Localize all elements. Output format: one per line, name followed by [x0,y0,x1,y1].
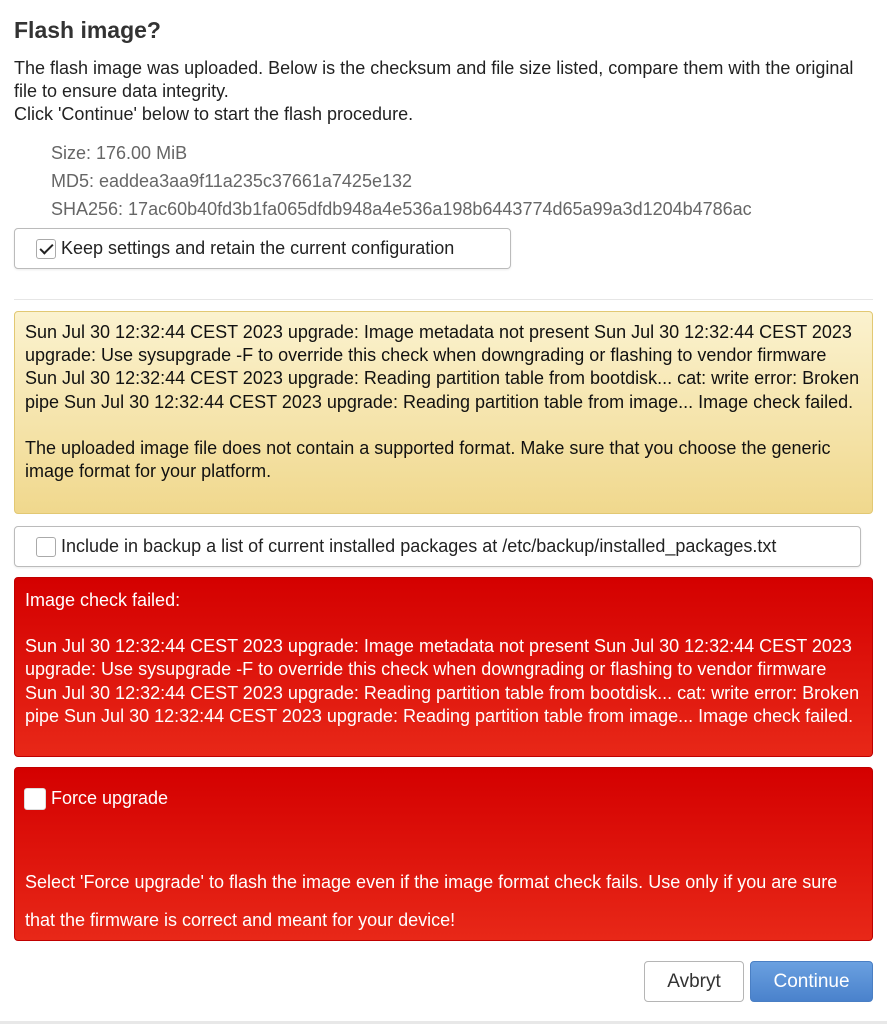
force-upgrade-checkbox[interactable] [24,788,46,810]
force-upgrade-option[interactable] [24,787,168,810]
error-heading: Image check failed: [25,590,181,610]
warning-log: Sun Jul 30 12:32:44 CEST 2023 upgrade: Image metadata not present Sun Jul 30 12:32:44 CEST 2023 upgrade: Use sysupgrade -F to override this check when downgrading or flashing to vendor firmware Sun Jul 30 12:32:44 CEST 2023 upgrade: Reading partition table from bootdisk... cat: write error: Broken pipe Sun Jul 30 12:32:44 CEST 2023 upgrade: Reading partition table from image... Image check failed. [25,322,860,412]
include-packages-checkbox[interactable] [36,537,56,557]
continue-button[interactable]: Continue [750,961,873,1002]
section-divider [14,299,873,300]
force-upgrade-alert [14,767,873,941]
include-packages-label: Include in backup a list of current installed packages at /etc/backup/installed_packages.txt [61,536,777,556]
dialog-intro [14,57,873,126]
image-size: Size: 176.00 MiB [51,143,188,163]
keep-settings-label: Keep settings and retain the current configuration [61,238,455,258]
force-upgrade-description: Select 'Force upgrade' to flash the image even if the image format check fails. Use only if you are sure that the firmware is correct and meant for your device! [25,872,838,930]
include-packages-option[interactable] [14,526,861,567]
force-upgrade-label: Force upgrade [51,788,169,808]
image-sha256: SHA256: 17ac60b40fd3b1fa065dfdb948a4e536a198b6443774d65a99a3d1204b4786ac [51,199,752,219]
warning-alert [14,311,873,514]
cancel-button[interactable]: Avbryt [644,961,744,1002]
image-md5: MD5: eaddea3aa9f11a235c37661a7425e132 [51,171,412,191]
keep-settings-checkbox[interactable] [36,239,56,259]
image-check-error-alert [14,577,873,757]
error-log: Sun Jul 30 12:32:44 CEST 2023 upgrade: Image metadata not present Sun Jul 30 12:32:44 CEST 2023 upgrade: Use sysupgrade -F to override this check when downgrading or flashing to vendor firmware Sun Jul 30 12:32:44 CEST 2023 upgrade: Reading partition table from bootdisk... cat: write error: Broken pipe Sun Jul 30 12:32:44 CEST 2023 upgrade: Reading partition table from image... Image check failed. [25,636,860,726]
intro-instruction: Click 'Continue' below to start the flash procedure. [14,104,414,124]
dialog-title: Flash image? [14,17,161,43]
keep-settings-option[interactable] [14,228,511,269]
intro-text: The flash image was uploaded. Below is the checksum and file size listed, compare them with the original file to ensure data integrity. [14,58,854,101]
image-info [51,139,752,223]
warning-message: The uploaded image file does not contain a supported format. Make sure that you choose the generic image format for your platform. [25,437,831,482]
